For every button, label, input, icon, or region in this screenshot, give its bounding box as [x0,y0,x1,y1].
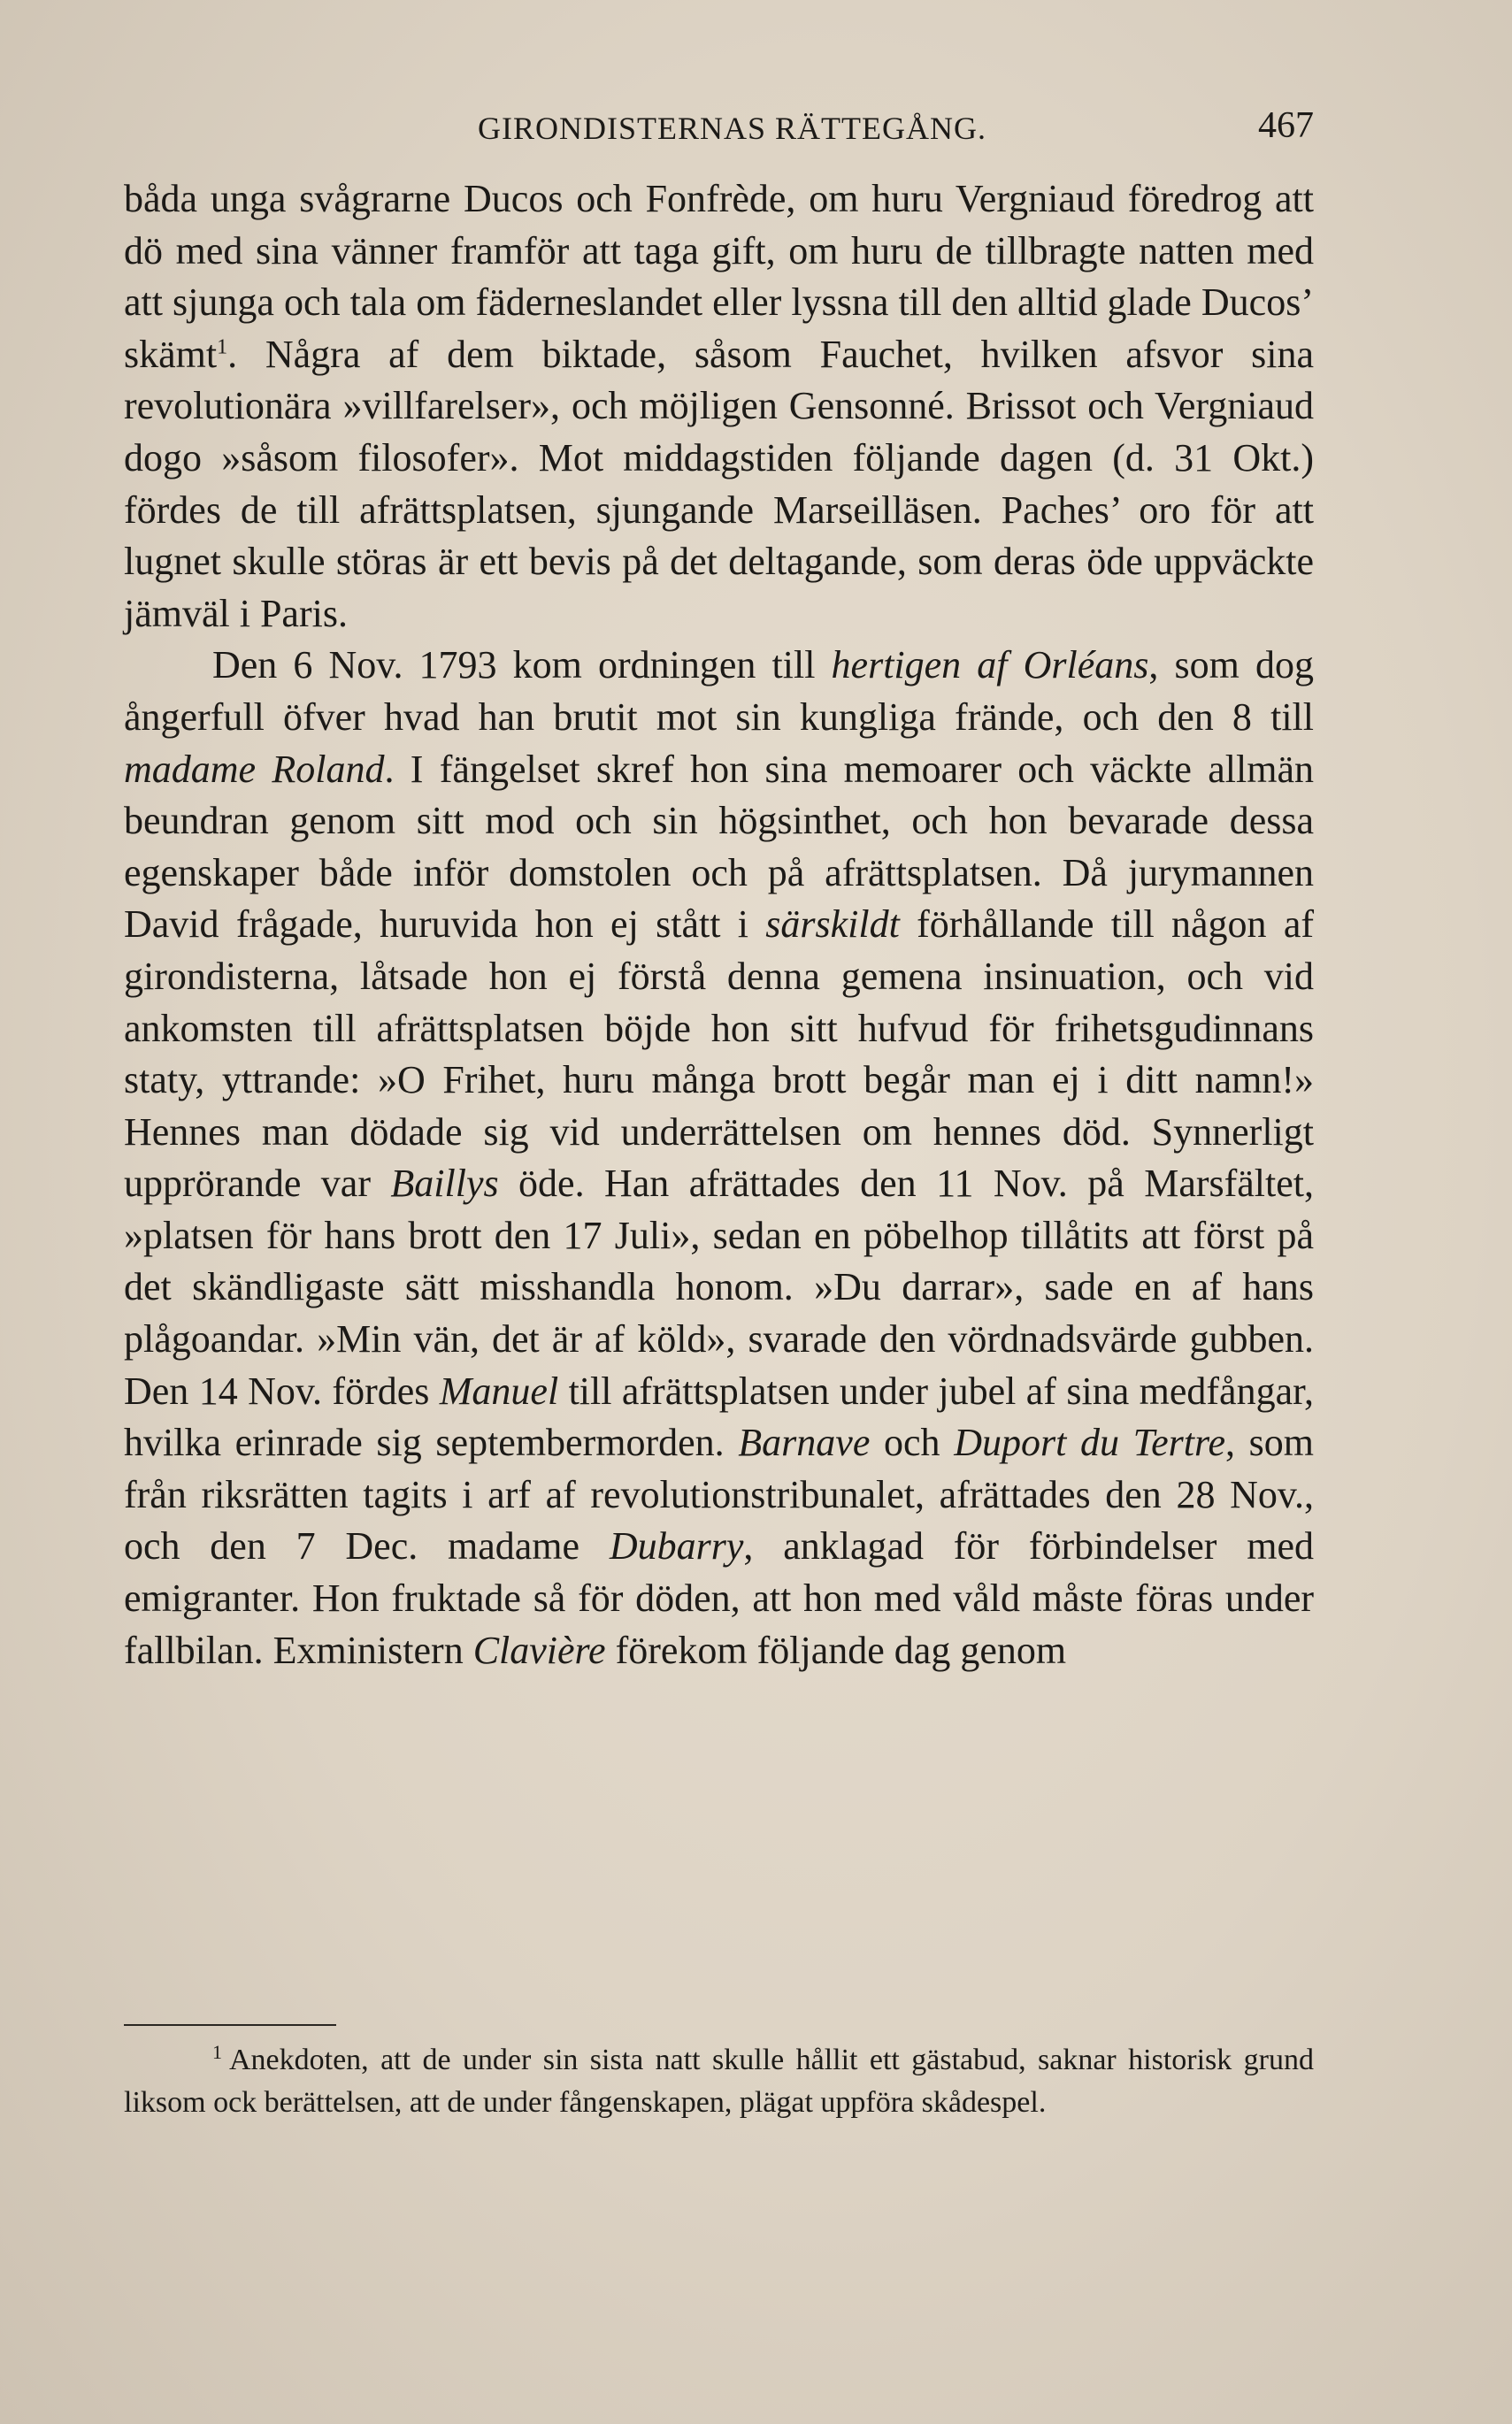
p2-text-10: förekom följande dag genom [605,1628,1067,1672]
p2-text-4: förhållande till någon af girondisterna, låtsade hon ej förstå denna gemena insinuation, och vid ankomsten till afrättsplatsen böjde hon sitt hufvud för frihetsgudinnans staty, yttrande: »O Frihet, huru många brott begår man ej i ditt namn!» Hennes man dödade sig vid underrättelsen om hennes död. Synnerligt upprörande var [124,902,1315,1206]
p2-italic-dubarry: Dubarry [609,1524,744,1569]
body-text [124,173,1314,1676]
p2-italic-baillys: Baillys [390,1162,499,1206]
p2-italic-barnave: Barnave [738,1421,871,1465]
footnote-reference: 1 [217,335,228,359]
footnote-text: Anekdoten, att de under sin sista natt skulle hållit ett gästabud, saknar historisk grund liksom ock berättelsen, att de under fångenskapen, plägat uppföra skådespel. [124,2044,1314,2119]
p2-text-8: , som från riksrätten tagits i arf af revolutionstribunalet, afrättades den 28 Nov., och den 7 Dec. madame [124,1421,1315,1569]
footnote [124,2039,1314,2124]
paragraph-2 [124,640,1314,1676]
p2-text-3: . I fängelset skref hon sina memoarer och väckte allmän beundran genom sitt mod och sin högsinthet, och hon bevarade dessa egenskaper både inför domstolen och på afrättsplatsen. Då jurymannen David frågade, huruvida hon ej stått i [124,747,1314,947]
running-head: GIRONDISTERNAS RÄTTEGÅNG. [478,111,986,146]
p2-text-7: och [870,1421,955,1465]
paragraph-1-text-a: båda unga svågrarne Ducos och Fonfrède, om huru Vergniaud föredrog att dö med sina vänner framför att taga gift, om huru de tillbragte natten med att sjunga och tala om fäderneslandet eller lyssna till den alltid glade Ducos’ skämt [124,177,1314,376]
p2-text-6: till afrättsplatsen under jubel af sina medfångar, hvilka erinrade sig septembermorden. [124,1369,1314,1465]
p2-italic-orleans: hertigen af Orléans [831,643,1149,687]
p2-italic-duport: Duport du Tertre [954,1421,1225,1465]
paragraph-1 [124,173,1314,640]
p2-text-2: , som dog ångerfull öfver hvad han brutit mot sin kungliga frände, och den 8 till [124,643,1314,739]
page-number: 467 [1258,105,1314,146]
p2-text-1: Den 6 Nov. 1793 kom ordningen till [212,643,832,687]
page-header [124,104,1314,157]
paragraph-1-text-b: . Några af dem biktade, såsom Fauchet, hvilken afsvor sina revolutionära »villfarelser», och möjligen Gensonné. Brissot och Vergniaud dogo »såsom filosofer». Mot middagstiden följande dagen (d. 31 Okt.) fördes de till afrättsplatsen, sjungande Marseilläsen. Paches’ oro för att lugnet skulle störas är ett bevis på det deltagande, som deras öde uppväckte jämväl i Paris. [124,332,1314,635]
p2-italic-roland: madame Roland [124,747,385,791]
p2-italic-claviere: Clavière [472,1628,606,1672]
footnote-divider [124,2024,336,2026]
p2-text-9: , anklagad för förbindelser med emigranter. Hon fruktade så för döden, att hon med våld måste föras under fallbilan. Exministern [124,1524,1314,1672]
p2-italic-manuel: Manuel [439,1369,559,1413]
footnote-mark: 1 [212,2040,222,2063]
p2-italic-sarskildt: särskildt [765,902,900,947]
p2-text-5: öde. Han afrättades den 11 Nov. på Marsfältet, »platsen för hans brott den 17 Juli», sedan en pöbelhop tillåtits att först på det skändligaste sätt misshandla honom. »Du darrar», sade en af hans plågoandar. »Min vän, det är af köld», svarade den vördnadsvärde gubben. Den 14 Nov. fördes [124,1162,1315,1413]
